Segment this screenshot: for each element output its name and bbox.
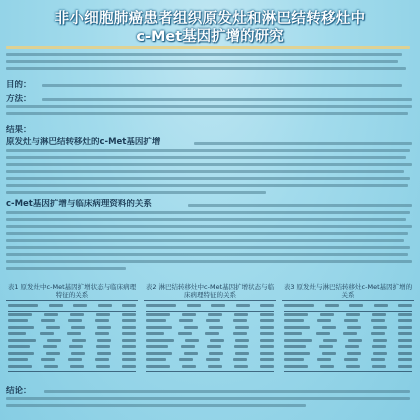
table-2: [144, 283, 276, 381]
results-heading: 结果：: [6, 125, 32, 135]
results-sub2-text: [6, 204, 414, 274]
poster-title-line1: 非小细胞肺癌患者组织原发灶和淋巴结转移灶中: [54, 11, 366, 27]
tables-row: [6, 283, 414, 381]
poster-title-line2: c-Met基因扩增的研究: [136, 29, 284, 45]
intro-text: [6, 84, 414, 91]
affiliation-line: [6, 67, 406, 70]
table-1: [6, 283, 138, 381]
methods-heading: 方法：: [6, 94, 32, 104]
affiliation-line: [6, 60, 398, 63]
results-sub2-lead: c-Met基因扩增与临床病理资料的关系: [6, 199, 152, 209]
authors-line: [6, 46, 410, 49]
table-2-caption: 表2 淋巴结转移灶中c-Met基因扩增状态与临床病理特征的关系: [145, 283, 275, 299]
results-sub1-lead: 原发灶与淋巴结转移灶的c-Met基因扩增: [6, 137, 161, 147]
results-section: [6, 125, 414, 136]
authors-affiliations: [6, 46, 414, 76]
conclusion-text: [6, 390, 414, 411]
methods-text: [6, 98, 414, 119]
table-3: [282, 283, 414, 381]
results-sub1-text: [6, 142, 414, 198]
conclusion-heading: 结论：: [6, 386, 32, 396]
table-2-body: [144, 302, 276, 372]
affiliation-line: [6, 53, 402, 56]
table-1-body: [6, 302, 138, 372]
table-3-body: [282, 302, 414, 372]
intro-heading: 目的：: [6, 80, 32, 90]
table-3-caption: 表3 原发灶与淋巴结转移灶c-Met基因扩增的关系: [283, 283, 413, 299]
table-1-caption: 表1 原发灶中c-Met基因扩增状态与临床病理特征的关系: [7, 283, 137, 299]
